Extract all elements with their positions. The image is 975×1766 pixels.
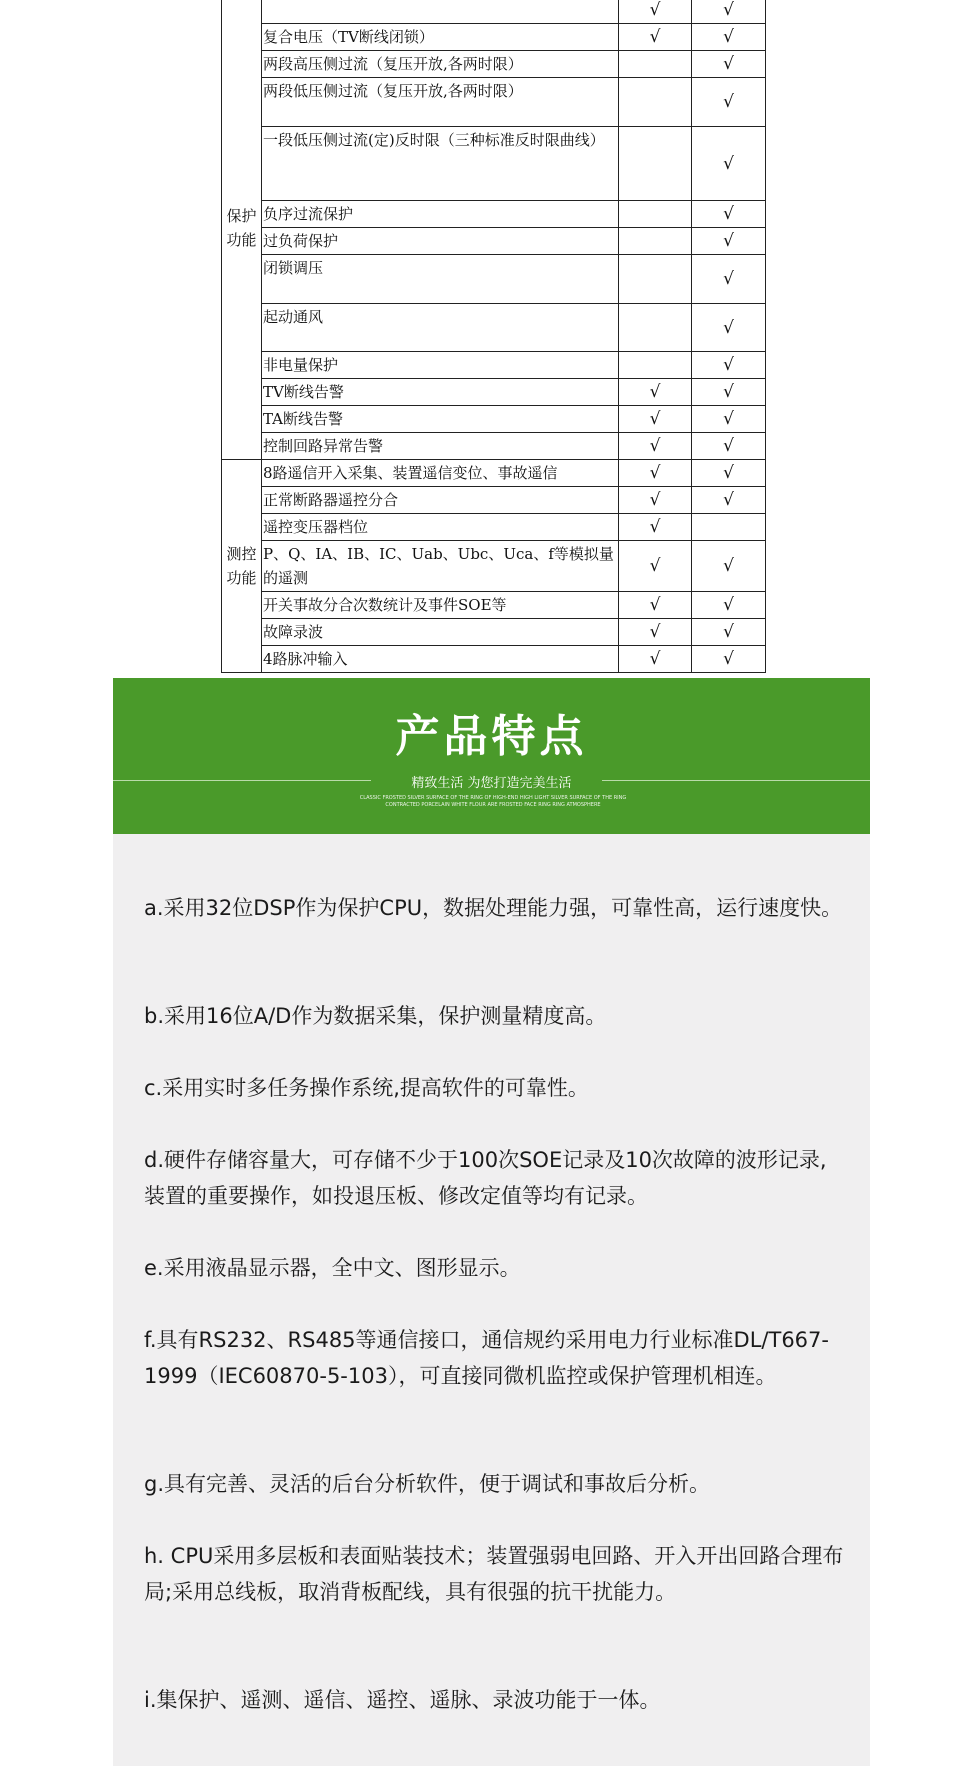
banner-english-caption: CLASSIC FROSTED SILVER SURFACE OF THE RING OF HIGH-END HIGH LIGHT SILVER SURFACE OF THE RING CONTRACTED PORCELAIN WHITE FLOUR ARE FROSTED FACE RING RING ATMOSPHERE xyxy=(359,795,627,808)
table-row xyxy=(222,433,766,460)
row-mark-b: √ xyxy=(692,24,766,51)
table-row xyxy=(222,646,766,673)
row-mark-b: √ xyxy=(692,460,766,487)
table-row xyxy=(222,460,766,487)
row-item-label: 起动通风 xyxy=(262,304,619,352)
row-mark-b xyxy=(692,514,766,541)
row-mark-b: √ xyxy=(692,646,766,673)
row-mark-b: √ xyxy=(692,201,766,228)
row-mark-a xyxy=(619,304,692,352)
row-item-label: 8路遥信开入采集、装置遥信变位、事故遥信 xyxy=(262,460,619,487)
row-mark-a: √ xyxy=(619,24,692,51)
row-mark-b: √ xyxy=(692,406,766,433)
table-row xyxy=(222,352,766,379)
row-item-label: TV断线告警 xyxy=(262,379,619,406)
feature-item: g.具有完善、灵活的后台分析软件，便于调试和事故后分析。 xyxy=(144,1472,711,1496)
row-mark-b: √ xyxy=(692,433,766,460)
row-mark-a xyxy=(619,78,692,127)
row-mark-a: √ xyxy=(619,514,692,541)
row-mark-b: √ xyxy=(692,352,766,379)
row-mark-a: √ xyxy=(619,406,692,433)
group-label: 测控 功能 xyxy=(222,460,262,673)
row-item-label: 故障录波 xyxy=(262,619,619,646)
features-panel xyxy=(113,834,870,1766)
row-item-label: 非电量保护 xyxy=(262,352,619,379)
table-row xyxy=(222,541,766,592)
table-row xyxy=(222,78,766,127)
row-mark-b: √ xyxy=(692,127,766,201)
group-label: 保护 功能 xyxy=(222,0,262,460)
row-mark-b: √ xyxy=(692,592,766,619)
feature-item: b.采用16位A/D作为数据采集，保护测量精度高。 xyxy=(144,1004,607,1028)
row-item-label: 过负荷保护 xyxy=(262,228,619,255)
row-item-label: 一段低压侧过流(定)反时限（三种标准反时限曲线） xyxy=(262,127,619,201)
row-mark-b: √ xyxy=(692,0,766,24)
table-row xyxy=(222,487,766,514)
row-item-label: 正常断路器遥控分合 xyxy=(262,487,619,514)
table-row xyxy=(222,619,766,646)
table-row xyxy=(222,127,766,201)
row-item-label: TA断线告警 xyxy=(262,406,619,433)
row-mark-a xyxy=(619,228,692,255)
row-mark-a: √ xyxy=(619,460,692,487)
row-mark-a: √ xyxy=(619,379,692,406)
row-item-label: 复合电压（TV断线闭锁） xyxy=(262,24,619,51)
table-row xyxy=(222,592,766,619)
row-mark-b: √ xyxy=(692,304,766,352)
feature-item: f.具有RS232、RS485等通信接口，通信规约采用电力行业标准DL/T667-1999（IEC60870-5-103），可直接同微机监控或保护管理机相连。 xyxy=(144,1328,829,1388)
row-mark-b: √ xyxy=(692,78,766,127)
table-row xyxy=(222,406,766,433)
table-row xyxy=(222,255,766,304)
banner-subtitle: 精致生活 为您打造完美生活 xyxy=(411,776,572,791)
table-row xyxy=(222,51,766,78)
row-item-label: 两段高压侧过流（复压开放,各两时限） xyxy=(262,51,619,78)
row-item-label xyxy=(262,0,619,24)
feature-item: e.采用液晶显示器，全中文、图形显示。 xyxy=(144,1256,521,1280)
banner-title: 产品特点 xyxy=(395,711,588,762)
row-item-label: 4路脉冲输入 xyxy=(262,646,619,673)
row-mark-b: √ xyxy=(692,487,766,514)
function-table xyxy=(221,0,766,673)
row-mark-a xyxy=(619,255,692,304)
row-mark-a xyxy=(619,51,692,78)
row-item-label: P、Q、IA、IB、IC、Uab、Ubc、Uca、f等模拟量的遥测 xyxy=(262,541,619,592)
row-item-label: 闭锁调压 xyxy=(262,255,619,304)
row-mark-b: √ xyxy=(692,255,766,304)
row-item-label: 开关事故分合次数统计及事件SOE等 xyxy=(262,592,619,619)
row-mark-b: √ xyxy=(692,619,766,646)
table-row xyxy=(222,514,766,541)
table-row xyxy=(222,24,766,51)
features-banner xyxy=(113,678,870,834)
function-table-body xyxy=(222,0,766,673)
row-mark-b: √ xyxy=(692,541,766,592)
table-row xyxy=(222,379,766,406)
feature-item: d.硬件存储容量大，可存储不少于100次SOE记录及10次故障的波形记录,装置的重要操作，如投退压板、修改定值等均有记录。 xyxy=(144,1148,827,1208)
row-mark-a xyxy=(619,352,692,379)
row-mark-a xyxy=(619,201,692,228)
row-mark-a: √ xyxy=(619,646,692,673)
table-row xyxy=(222,0,766,24)
table-row xyxy=(222,228,766,255)
table-row xyxy=(222,201,766,228)
row-mark-a: √ xyxy=(619,0,692,24)
row-mark-b: √ xyxy=(692,51,766,78)
feature-item: h. CPU采用多层板和表面贴装技术；装置强弱电回路、开入开出回路合理布局;采用总线板，取消背板配线，具有很强的抗干扰能力。 xyxy=(144,1544,844,1604)
row-mark-a: √ xyxy=(619,487,692,514)
feature-item: a.采用32位DSP作为保护CPU，数据处理能力强，可靠性高，运行速度快。 xyxy=(144,896,843,920)
row-mark-b: √ xyxy=(692,379,766,406)
row-mark-b: √ xyxy=(692,228,766,255)
feature-item: i.集保护、遥测、遥信、遥控、遥脉、录波功能于一体。 xyxy=(144,1688,661,1712)
feature-item: c.采用实时多任务操作系统,提高软件的可靠性。 xyxy=(144,1076,589,1100)
row-mark-a: √ xyxy=(619,619,692,646)
row-mark-a: √ xyxy=(619,592,692,619)
row-mark-a xyxy=(619,127,692,201)
row-mark-a: √ xyxy=(619,541,692,592)
row-item-label: 遥控变压器档位 xyxy=(262,514,619,541)
table-row xyxy=(222,304,766,352)
row-item-label: 两段低压侧过流（复压开放,各两时限） xyxy=(262,78,619,127)
row-item-label: 控制回路异常告警 xyxy=(262,433,619,460)
row-mark-a: √ xyxy=(619,433,692,460)
row-item-label: 负序过流保护 xyxy=(262,201,619,228)
